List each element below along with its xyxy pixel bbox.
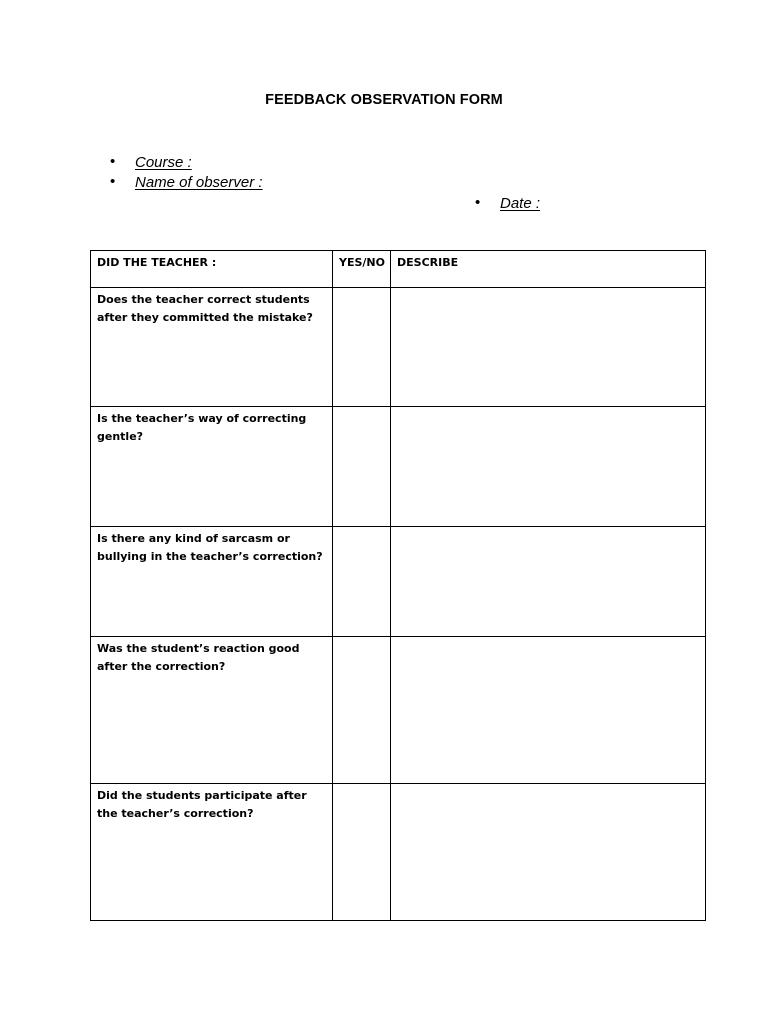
bullet-icon: • <box>110 153 116 170</box>
observer-label: Name of observer : <box>135 174 263 191</box>
describe-cell[interactable] <box>391 407 706 527</box>
date-label: Date : <box>500 195 541 212</box>
table-row <box>91 784 706 921</box>
observation-table <box>90 250 706 921</box>
table-row <box>91 407 706 527</box>
yes-no-cell[interactable] <box>333 637 391 784</box>
describe-cell[interactable] <box>391 288 706 407</box>
question-cell: Did the students participate after the teacher’s correction? <box>91 784 333 921</box>
table-row <box>91 527 706 637</box>
yes-no-cell[interactable] <box>333 407 391 527</box>
question-cell: Does the teacher correct students after they committed the mistake? <box>91 288 333 407</box>
bullet-icon: • <box>475 194 481 211</box>
bullet-icon: • <box>110 173 116 190</box>
describe-cell[interactable] <box>391 527 706 637</box>
describe-cell[interactable] <box>391 784 706 921</box>
course-label: Course : <box>135 154 192 171</box>
question-cell: Is the teacher’s way of correcting gentle? <box>91 407 333 527</box>
yes-no-cell[interactable] <box>333 784 391 921</box>
yes-no-cell[interactable] <box>333 288 391 407</box>
header-describe: DESCRIBE <box>391 251 706 288</box>
question-cell: Is there any kind of sarcasm or bullying in the teacher’s correction? <box>91 527 333 637</box>
form-title: FEEDBACK OBSERVATION FORM <box>265 92 503 108</box>
question-cell: Was the student’s reaction good after the correction? <box>91 637 333 784</box>
header-yes-no: YES/NO <box>333 251 391 288</box>
header-question: DID THE TEACHER : <box>91 251 333 288</box>
table-row <box>91 288 706 407</box>
yes-no-cell[interactable] <box>333 527 391 637</box>
describe-cell[interactable] <box>391 637 706 784</box>
table-header-row <box>91 251 706 288</box>
table-row <box>91 637 706 784</box>
